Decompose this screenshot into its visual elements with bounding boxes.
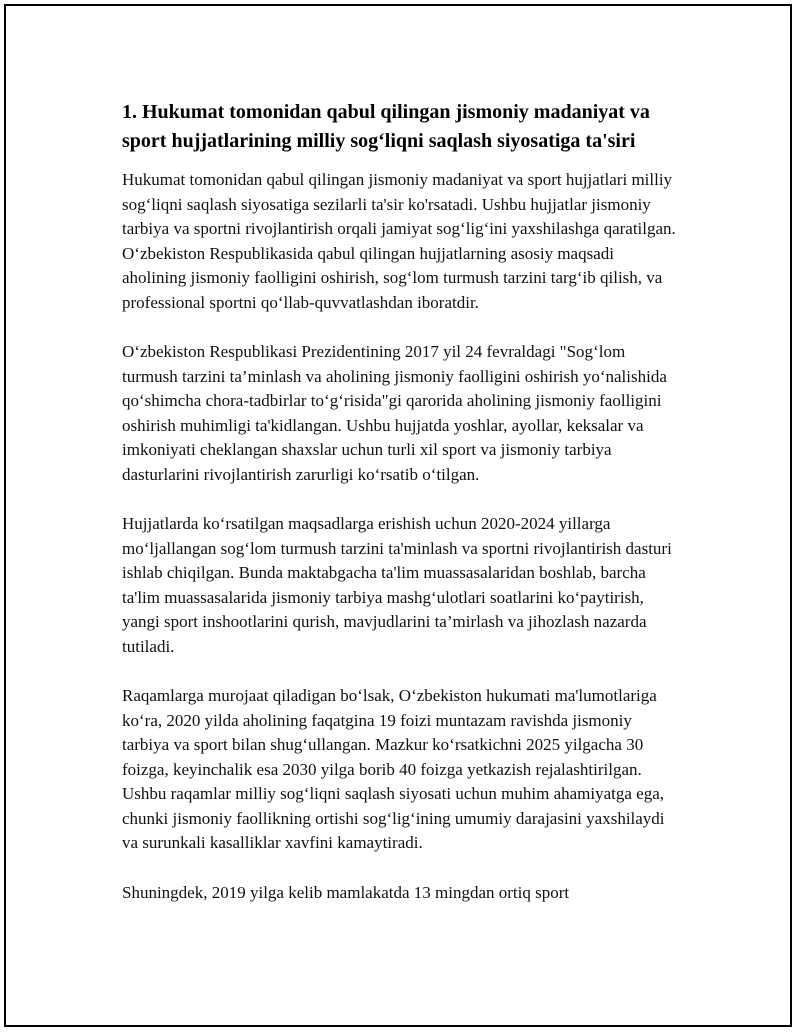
page-frame: [4, 4, 792, 1027]
document-body: [122, 98, 682, 930]
paragraph-presidential-decree: O‘zbekiston Respublikasi Prezidentining 2017 yil 24 fevraldagi "Sog‘lom turmush tarzini ta’minlash va aholining jismoniy faolligini oshirish yo‘nalishida qo‘shimcha chora-tadbirlar to‘g‘risida"gi qarorida aholining jismoniy faolligini oshirish muhimligi ta'kidlangan. Ushbu hujjatda yoshlar, ayollar, keksalar va imkoniyati cheklangan shaxslar uchun turli xil sport va jismoniy tarbiya dasturlarini rivojlantirish zarurligi ko‘rsatib o‘tilgan.: [122, 342, 667, 484]
paragraph-continuation: Shuningdek, 2019 yilga kelib mamlakatda 13 mingdan ortiq sport: [122, 882, 570, 902]
section-heading: 1. Hukumat tomonidan qabul qilingan jismoniy madaniyat va sport hujjatlarining milliy sog‘liqni saqlash siyosatiga ta'siri: [122, 101, 650, 152]
paragraph-program-2020-2024: Hujjatlarda ko‘rsatilgan maqsadlarga erishish uchun 2020-2024 yillarga mo‘ljallangan sog‘lom turmush tarzini ta'minlash va sportni rivojlantirish dasturi ishlab chiqilgan. Bunda maktabgacha ta'lim muassasalaridan boshlab, barcha ta'lim muassasalarida jismoniy tarbiya mashg‘ulotlari soatlarini ko‘paytirish, yangi sport inshootlarini qurish, mavjudlarini ta’mirlash va jihozlash nazarda tutiladi.: [122, 514, 672, 656]
paragraph-statistics: Raqamlarga murojaat qiladigan bo‘lsak, O‘zbekiston hukumati ma'lumotlariga ko‘ra, 2020 yilda aholining faqatgina 19 foizi muntazam ravishda jismoniy tarbiya va sport bilan shug‘ullangan. Mazkur ko‘rsatkichni 2025 yilgacha 30 foizga, keyinchalik esa 2030 yilga borib 40 foizga yetkazish rejalashtirilgan. Ushbu raqamlar milliy sog‘liqni saqlash siyosati uchun muhim ahamiyatga ega, chunki jismoniy faollikning ortishi sog‘lig‘ining umumiy darajasini yaxshilaydi va surunkali kasalliklar xavfini kamaytiradi.: [122, 686, 665, 852]
paragraph-intro: Hukumat tomonidan qabul qilingan jismoniy madaniyat va sport hujjatlari milliy sog‘liqni saqlash siyosatiga sezilarli ta'sir ko'rsatadi. Ushbu hujjatlar jismoniy tarbiya va sportni rivojlantirish orqali jamiyat sog‘lig‘ini yaxshilashga qaratilgan. O‘zbekiston Respublikasida qabul qilingan hujjatlarning asosiy maqsadi aholining jismoniy faolligini oshirish, sog‘lom turmush tarzini targ‘ib qilish, va professional sportni qo‘llab-quvvatlashdan iboratdir.: [122, 170, 676, 312]
